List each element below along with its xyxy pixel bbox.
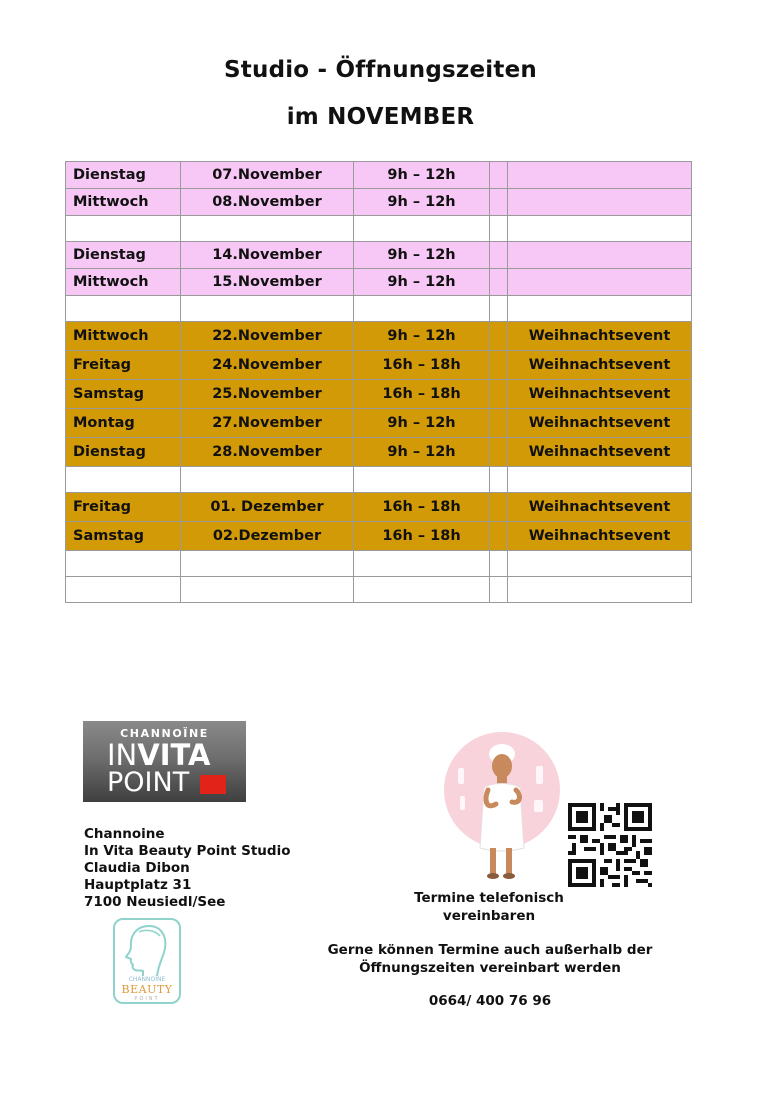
date-cell <box>181 296 354 322</box>
day-cell: Freitag <box>66 493 181 522</box>
event-cell <box>508 551 692 577</box>
logo-invita-text: INVITA <box>107 738 211 772</box>
head-profile-icon <box>115 920 179 980</box>
time-cell <box>354 216 490 242</box>
spacer-cell <box>490 351 508 380</box>
spacer-cell <box>490 577 508 603</box>
time-cell: 9h – 12h <box>354 269 490 296</box>
time-cell: 9h – 12h <box>354 409 490 438</box>
date-cell: 24.November <box>181 351 354 380</box>
table-row <box>66 162 692 189</box>
date-cell: 15.November <box>181 269 354 296</box>
invita-point-logo <box>83 721 246 802</box>
date-cell: 28.November <box>181 438 354 467</box>
address-line: 7100 Neusiedl/See <box>84 894 226 910</box>
appointment-note <box>394 889 584 925</box>
event-cell <box>508 269 692 296</box>
beauty-logo-title: BEAUTY <box>121 983 173 996</box>
beauty-point-logo <box>113 918 181 1004</box>
time-cell <box>354 296 490 322</box>
day-cell: Samstag <box>66 522 181 551</box>
event-cell: Weihnachtsevent <box>508 522 692 551</box>
extra-hours-note <box>300 941 680 977</box>
spacer-cell <box>490 216 508 242</box>
logo-brand-text: CHANNOÏNE <box>120 727 209 740</box>
event-cell <box>508 162 692 189</box>
address-line: In Vita Beauty Point Studio <box>84 843 291 859</box>
time-cell <box>354 551 490 577</box>
date-cell: 14.November <box>181 242 354 269</box>
spacer-cell <box>490 380 508 409</box>
date-cell <box>181 216 354 242</box>
table-row <box>66 438 692 467</box>
event-cell <box>508 467 692 493</box>
date-cell: 02.Dezember <box>181 522 354 551</box>
day-cell: Mittwoch <box>66 189 181 216</box>
address-line: Channoine <box>84 826 165 842</box>
extra-hours-note-line: Öffnungszeiten vereinbart werden <box>359 960 621 976</box>
day-cell: Samstag <box>66 380 181 409</box>
woman-towel-illustration <box>440 730 564 880</box>
extra-hours-note-line: Gerne können Termine auch außerhalb der <box>327 942 653 958</box>
time-cell: 16h – 18h <box>354 351 490 380</box>
spacer-cell <box>490 189 508 216</box>
table-row-empty <box>66 467 692 493</box>
studio-address <box>84 826 290 911</box>
event-cell: Weihnachtsevent <box>508 493 692 522</box>
event-cell: Weihnachtsevent <box>508 351 692 380</box>
day-cell: Dienstag <box>66 162 181 189</box>
table-row <box>66 409 692 438</box>
spacer-cell <box>490 242 508 269</box>
spacer-cell <box>490 438 508 467</box>
time-cell: 16h – 18h <box>354 380 490 409</box>
table-row <box>66 522 692 551</box>
spacer-cell <box>490 322 508 351</box>
event-cell: Weihnachtsevent <box>508 380 692 409</box>
day-cell: Dienstag <box>66 242 181 269</box>
spacer-cell <box>490 493 508 522</box>
spacer-cell <box>490 467 508 493</box>
spacer-cell <box>490 269 508 296</box>
time-cell <box>354 577 490 603</box>
day-cell <box>66 551 181 577</box>
page-subtitle: im NOVEMBER <box>286 104 475 130</box>
phone-number[interactable]: 0664/ 400 76 96 <box>428 993 552 1009</box>
table-row-empty <box>66 296 692 322</box>
table-row <box>66 189 692 216</box>
spacer-cell <box>490 296 508 322</box>
qr-code[interactable] <box>568 803 652 887</box>
logo-point-text: POINT <box>107 767 190 798</box>
date-cell: 27.November <box>181 409 354 438</box>
page-title: Studio - Öffnungszeiten <box>224 57 537 83</box>
spacer-cell <box>490 409 508 438</box>
address-line: Claudia Dibon <box>84 860 190 876</box>
time-cell <box>354 467 490 493</box>
time-cell: 9h – 12h <box>354 322 490 351</box>
table-row <box>66 380 692 409</box>
date-cell: 01. Dezember <box>181 493 354 522</box>
logo-red-square <box>200 775 226 794</box>
day-cell <box>66 216 181 242</box>
table-row <box>66 322 692 351</box>
day-cell: Montag <box>66 409 181 438</box>
day-cell: Mittwoch <box>66 322 181 351</box>
event-cell: Weihnachtsevent <box>508 409 692 438</box>
date-cell: 25.November <box>181 380 354 409</box>
opening-hours-table <box>65 161 692 603</box>
time-cell: 9h – 12h <box>354 438 490 467</box>
time-cell: 9h – 12h <box>354 242 490 269</box>
table-row <box>66 493 692 522</box>
event-cell <box>508 242 692 269</box>
table-row <box>66 269 692 296</box>
time-cell: 9h – 12h <box>354 162 490 189</box>
event-cell <box>508 189 692 216</box>
date-cell: 22.November <box>181 322 354 351</box>
table-row <box>66 351 692 380</box>
table-row-empty <box>66 551 692 577</box>
day-cell <box>66 296 181 322</box>
day-cell: Dienstag <box>66 438 181 467</box>
appointment-note-line: Termine telefonisch <box>414 890 564 906</box>
time-cell: 16h – 18h <box>354 522 490 551</box>
time-cell: 9h – 12h <box>354 189 490 216</box>
event-cell: Weihnachtsevent <box>508 322 692 351</box>
time-cell: 16h – 18h <box>354 493 490 522</box>
day-cell <box>66 577 181 603</box>
beauty-logo-brand: CHANNOÏNE <box>128 976 166 983</box>
event-cell <box>508 577 692 603</box>
spacer-cell <box>490 551 508 577</box>
date-cell <box>181 467 354 493</box>
table-row-empty <box>66 216 692 242</box>
day-cell: Mittwoch <box>66 269 181 296</box>
beauty-logo-point: POINT <box>134 996 160 1002</box>
table-row-empty <box>66 577 692 603</box>
table-row <box>66 242 692 269</box>
spacer-cell <box>490 162 508 189</box>
day-cell: Freitag <box>66 351 181 380</box>
spacer-cell <box>490 522 508 551</box>
day-cell <box>66 467 181 493</box>
address-line: Hauptplatz 31 <box>84 877 192 893</box>
date-cell <box>181 551 354 577</box>
date-cell: 07.November <box>181 162 354 189</box>
appointment-note-line: vereinbaren <box>442 908 536 924</box>
date-cell <box>181 577 354 603</box>
event-cell: Weihnachtsevent <box>508 438 692 467</box>
event-cell <box>508 216 692 242</box>
event-cell <box>508 296 692 322</box>
date-cell: 08.November <box>181 189 354 216</box>
